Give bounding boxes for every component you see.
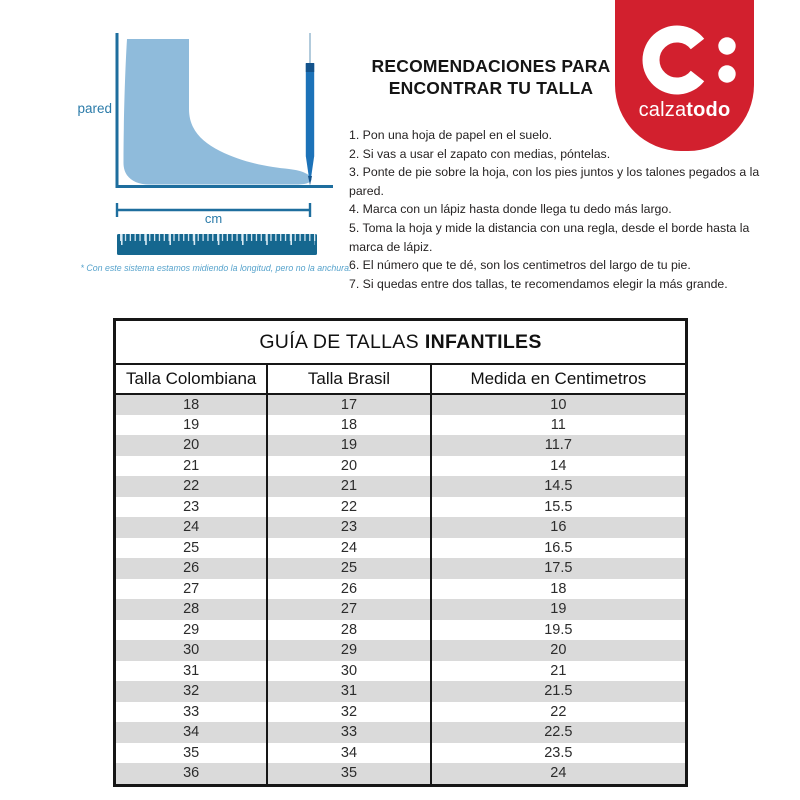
- calzatodo-logo: [615, 0, 754, 151]
- size-table-title-regular: GUÍA DE TALLAS: [259, 330, 419, 353]
- size-table-title-bold: INFANTILES: [424, 330, 542, 353]
- table-cell: 22.5: [431, 722, 685, 743]
- table-cell: 18: [267, 415, 430, 436]
- table-cell: 26: [183, 560, 200, 576]
- table-cell: 19: [267, 435, 430, 456]
- table-cell: 20: [183, 437, 200, 453]
- size-table: [116, 365, 685, 784]
- wordmark-regular: calza: [638, 99, 687, 121]
- table-cell: 14: [431, 456, 685, 477]
- table-cell: 35: [183, 744, 200, 761]
- cm-label: cm: [204, 211, 223, 226]
- size-table-header-row: [116, 365, 685, 394]
- table-cell: 33: [267, 722, 430, 743]
- recommendation-item: 3. Ponte de pie sobre la hoja, con los pies juntos y los talones pegados a la pared.: [349, 165, 760, 198]
- table-row: [116, 681, 685, 702]
- table-cell: 31: [267, 681, 430, 702]
- table-cell: 29: [267, 640, 430, 661]
- table-cell: 25: [267, 558, 430, 579]
- table-cell: 30: [183, 642, 200, 658]
- recommendations-title: [345, 56, 637, 99]
- table-row: [116, 763, 685, 784]
- table-cell: 27: [267, 599, 430, 620]
- table-cell: 32: [183, 683, 200, 699]
- table-cell: 35: [267, 763, 430, 784]
- column-header-talla-colombiana: Talla Colombiana: [116, 365, 267, 394]
- table-cell: 23: [267, 517, 430, 538]
- table-cell: 22: [267, 497, 430, 518]
- table-cell: 11.7: [431, 435, 685, 456]
- table-cell: 34: [183, 724, 200, 740]
- table-cell: 28: [183, 601, 200, 617]
- wordmark-bold: todo: [686, 99, 731, 121]
- table-row: [116, 661, 685, 682]
- table-row: [116, 538, 685, 559]
- table-cell: 20: [267, 456, 430, 477]
- table-cell: 34: [267, 743, 430, 764]
- recommendation-item: 2. Si vas a usar el zapato con medias, póntelas.: [349, 146, 611, 161]
- table-cell: 31: [183, 662, 200, 679]
- measuring-note: * Con este sistema estamos midiendo la longitud, pero no la anchura.: [80, 263, 352, 273]
- table-cell: 29: [183, 621, 200, 638]
- table-cell: 23: [183, 498, 200, 515]
- table-row: [116, 456, 685, 477]
- table-cell: 16: [431, 517, 685, 538]
- table-row: [116, 497, 685, 518]
- table-cell: 19.5: [431, 620, 685, 641]
- table-cell: 21.5: [431, 681, 685, 702]
- table-cell: 28: [267, 620, 430, 641]
- recommendation-item: 7. Si quedas entre dos tallas, te recomendamos elegir la más grande.: [349, 276, 728, 291]
- recommendation-item: 1. Pon una hoja de papel en el suelo.: [349, 128, 553, 142]
- table-cell: 33: [183, 703, 200, 720]
- size-table-body: [116, 394, 685, 784]
- table-row: [116, 620, 685, 641]
- table-row: [116, 702, 685, 723]
- ruler-icon: [117, 234, 317, 255]
- recommendations-list: [349, 126, 763, 293]
- table-cell: 10: [431, 394, 685, 415]
- table-cell: 19: [431, 599, 685, 620]
- foot-measuring-diagram: [70, 25, 360, 280]
- table-row: [116, 722, 685, 743]
- table-cell: 18: [183, 396, 200, 413]
- table-row: [116, 599, 685, 620]
- table-cell: 27: [183, 580, 200, 597]
- table-cell: 11: [431, 415, 685, 436]
- table-row: [116, 640, 685, 661]
- recommendation-item: 6. El número que te dé, son los centimetros del largo de tu pie.: [349, 258, 691, 273]
- table-cell: 15.5: [431, 497, 685, 518]
- foot-silhouette-icon: [124, 39, 312, 185]
- recommendations-title-line1: RECOMENDACIONES PARA: [371, 56, 611, 76]
- pencil-icon: [306, 33, 314, 185]
- table-cell: 22: [183, 478, 200, 494]
- table-cell: 22: [431, 702, 685, 723]
- table-cell: 36: [183, 765, 200, 781]
- table-cell: 26: [267, 579, 430, 600]
- table-cell: 24: [183, 519, 200, 535]
- table-row: [116, 476, 685, 497]
- table-cell: 24: [267, 538, 430, 559]
- table-row: [116, 394, 685, 415]
- table-cell: 30: [267, 661, 430, 682]
- table-cell: 21: [267, 476, 430, 497]
- size-guide-table: [113, 318, 688, 787]
- column-header-talla-brasil: Talla Brasil: [267, 365, 430, 394]
- table-row: [116, 579, 685, 600]
- recommendations-title-line2: ENCONTRAR TU TALLA: [388, 77, 594, 98]
- table-cell: 21: [183, 457, 200, 474]
- table-row: [116, 743, 685, 764]
- table-cell: 14.5: [431, 476, 685, 497]
- table-cell: 23.5: [431, 743, 685, 764]
- column-header-medida-cm: Medida en Centimetros: [431, 365, 685, 394]
- calzatodo-wordmark: [615, 99, 754, 122]
- table-cell: 21: [431, 661, 685, 682]
- table-cell: 20: [431, 640, 685, 661]
- table-cell: 16.5: [431, 538, 685, 559]
- table-cell: 24: [431, 763, 685, 784]
- table-row: [116, 415, 685, 436]
- calzatodo-monogram-icon: [615, 0, 754, 150]
- table-row: [116, 435, 685, 456]
- table-cell: 17.5: [431, 558, 685, 579]
- wall-label: pared: [77, 101, 112, 116]
- table-cell: 25: [183, 539, 200, 556]
- size-table-title: [116, 321, 685, 365]
- table-cell: 19: [183, 416, 200, 433]
- recommendation-item: 5. Toma la hoja y mide la distancia con una regla, desde el borde hasta la marca de lápiz.: [349, 220, 750, 254]
- table-row: [116, 558, 685, 579]
- table-row: [116, 517, 685, 538]
- table-cell: 17: [267, 394, 430, 415]
- table-cell: 18: [431, 579, 685, 600]
- recommendation-item: 4. Marca con un lápiz hasta donde llega tu dedo más largo.: [349, 202, 672, 217]
- table-cell: 32: [267, 702, 430, 723]
